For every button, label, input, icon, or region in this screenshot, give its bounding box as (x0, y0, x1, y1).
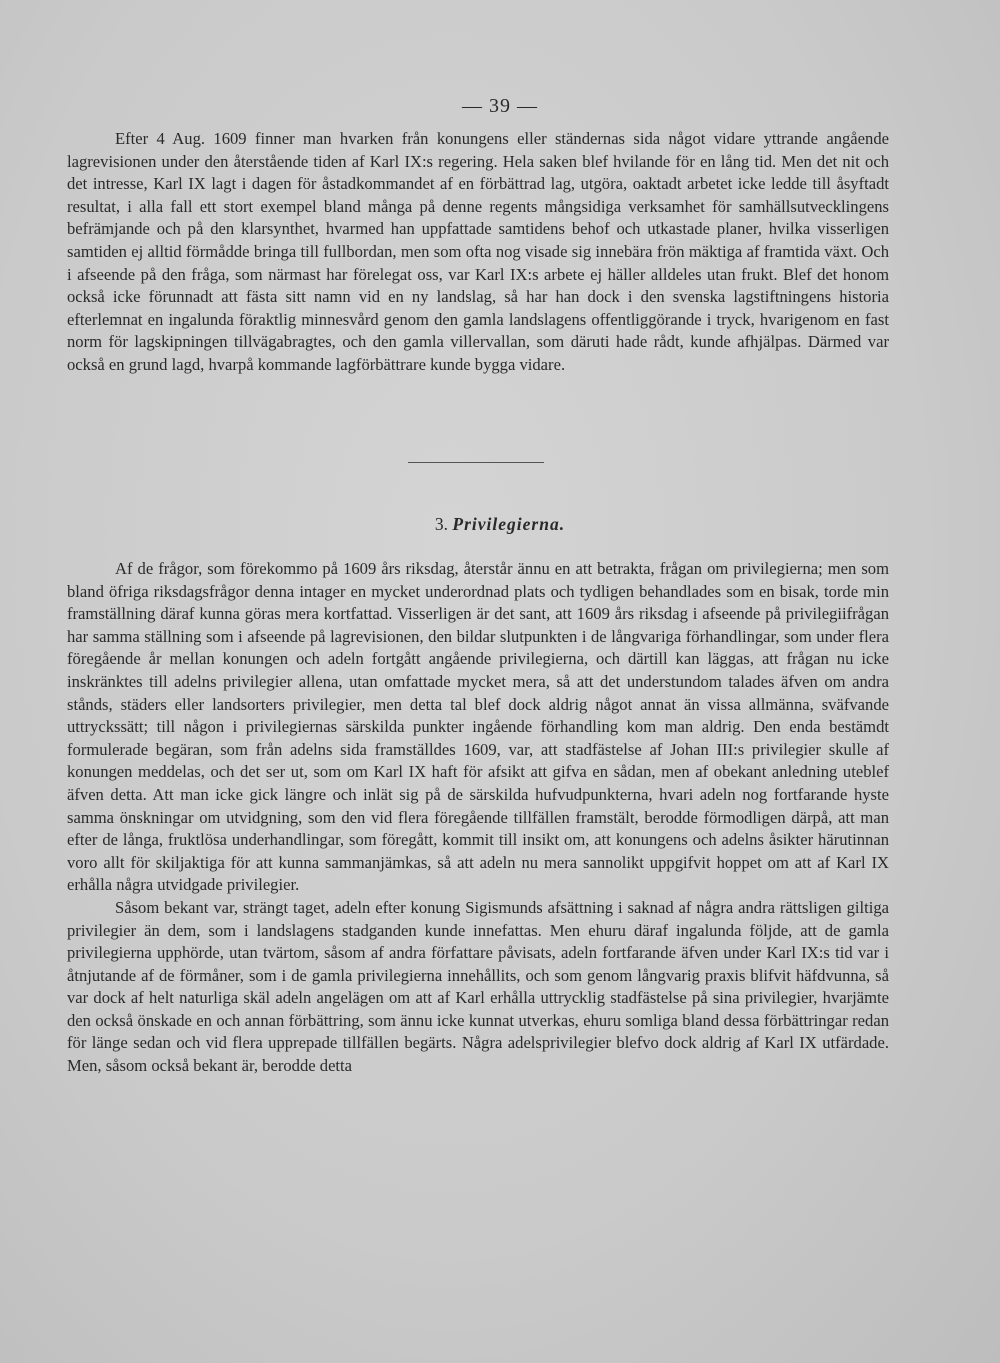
paragraph-privilegierna-nobility: Såsom bekant var, strängt taget, adeln efter konung Sigismunds afsättning i saknad af några andra rättsligen giltiga privilegier än dem, som i landslagens stadganden kunde innefattas. Men ehuru däraf ingalunda följde, att de gamla privilegierna upphörde, utan tvärtom, såsom af andra författare påvisats, adeln fortfarande äfven under Karl IX:s tid var i åtnjutande af de förmåner, som i de gamla privilegierna innehållits, och som genom långvarig praxis blifvit häfdvunna, så var dock af helt naturliga skäl adeln angelägen om att af Karl erhålla uttrycklig stadfästelse på sina privilegier, hvarjämte den också önskade en och annan förbättring, som ännu icke kunnat utverkas, ehuru somliga bland dessa förbättringar redan för länge sedan och vid flera upprepade tillfällen begärts. Några adelsprivilegier blefvo dock aldrig af Karl IX utfärdade. Men, såsom också bekant är, berodde detta (67, 897, 889, 1076)
section-title: Privilegierna. (452, 514, 566, 534)
text-block-lagrevision (67, 128, 889, 377)
section-number: 3. (434, 514, 449, 534)
page-number: — 39 — (462, 95, 538, 117)
section-divider (408, 462, 544, 463)
section-heading (0, 514, 1000, 535)
text-block-privilegierna (67, 558, 889, 1078)
paragraph-privilegierna-intro: Af de frågor, som förekommo på 1609 års riksdag, återstår ännu en att betrakta, frågan om privilegierna; men som bland öfriga riksdagsfrågor denna intager en mycket underordnad plats och tydligen behandlades som en bisak, torde min framställning däraf kunna göras mera kortfattad. Visserligen är det sant, att 1609 års riksdag i afseende på privilegiifrågan har samma ställning som i afseende på lagrevisionen, den bildar slutpunkten i de långvariga förhandlingar, som under flera föregående år mellan konungen och adeln fortgått angående privilegierna, och därtill kan läggas, att frågan nu icke inskränktes till adelns privilegier allena, utan omfattade mycket mera, så att det understundom talades äfven om andra stånds, städers eller landsorters privilegier, men detta tal blef dock aldrig något annat än vissa allmänna, sväfvande uttryckssätt; till någon i privilegiernas särskilda punkter ingående förhandling kom man aldrig. Den enda bestämdt formulerade begäran, som från adelns sida framställdes 1609, var, att stadfästelse af Johan III:s privilegier skulle af konungen meddelas, och det ser ut, som om Karl IX haft för afsikt att gifva en sådan, men af obekant anledning uteblef äfven detta. Att man icke gick längre och inlät sig på de särskilda hufvudpunkterna, hvari adeln nog fortfarande hyste samma önskningar om utvidgning, som den vid flera föregående tillfällen framstält, berodde förmodligen därpå, att man efter de långa, fruktlösa underhandlingar, som föregått, kommit till insikt om, att konungens och adelns åsikter härutinnan voro allt för skiljaktiga för att kunna sammanjämkas, så att adeln nu mera sannolikt uppgifvit hoppet om att af Karl IX erhålla några utvidgade privilegier. (67, 559, 889, 895)
paragraph-lagrevision-conclusion: Efter 4 Aug. 1609 finner man hvarken från konungens eller ständernas sida något vidare yttrande angående lagrevisionen under den återstående tiden af Karl IX:s regering. Hela saken blef hvilande för en lång tid. Men det nit och det intresse, Karl IX lagt i dagen för åstadkommandet af en förbättrad lag, utgöra, oaktadt arbetet icke ledde till åsyftadt resultat, i alla fall ett stort exempel bland många på denne regents mångsidiga verksamhet för samhällsutvecklingens befrämjande och på den klarsynthet, hvarmed han uppfattade samtidens behof och utkastade planer, hvilka visserligen samtiden ej alltid förmådde bringa till fullbordan, men som ofta nog visade sig innebära frön mäktiga af framtida växt. Och i afseende på den fråga, som närmast har förelegat oss, var Karl IX:s arbete ej häller alldeles utan frukt. Blef det honom också icke förunnadt att fästa sitt namn vid en ny landslag, så har han dock i den svenska lagstiftningens historia efterlemnat en ingalunda föraktlig minnesvård genom den gamla landslagens offentliggörande i tryck, hvarigenom en fast norm för lagskipningen tillvägabragtes, och den gamla villervallan, som däruti hade rådt, kunde afhjälpas. Därmed var också en grund lagd, hvarpå kommande lagförbättrare kunde bygga vidare. (67, 129, 889, 374)
